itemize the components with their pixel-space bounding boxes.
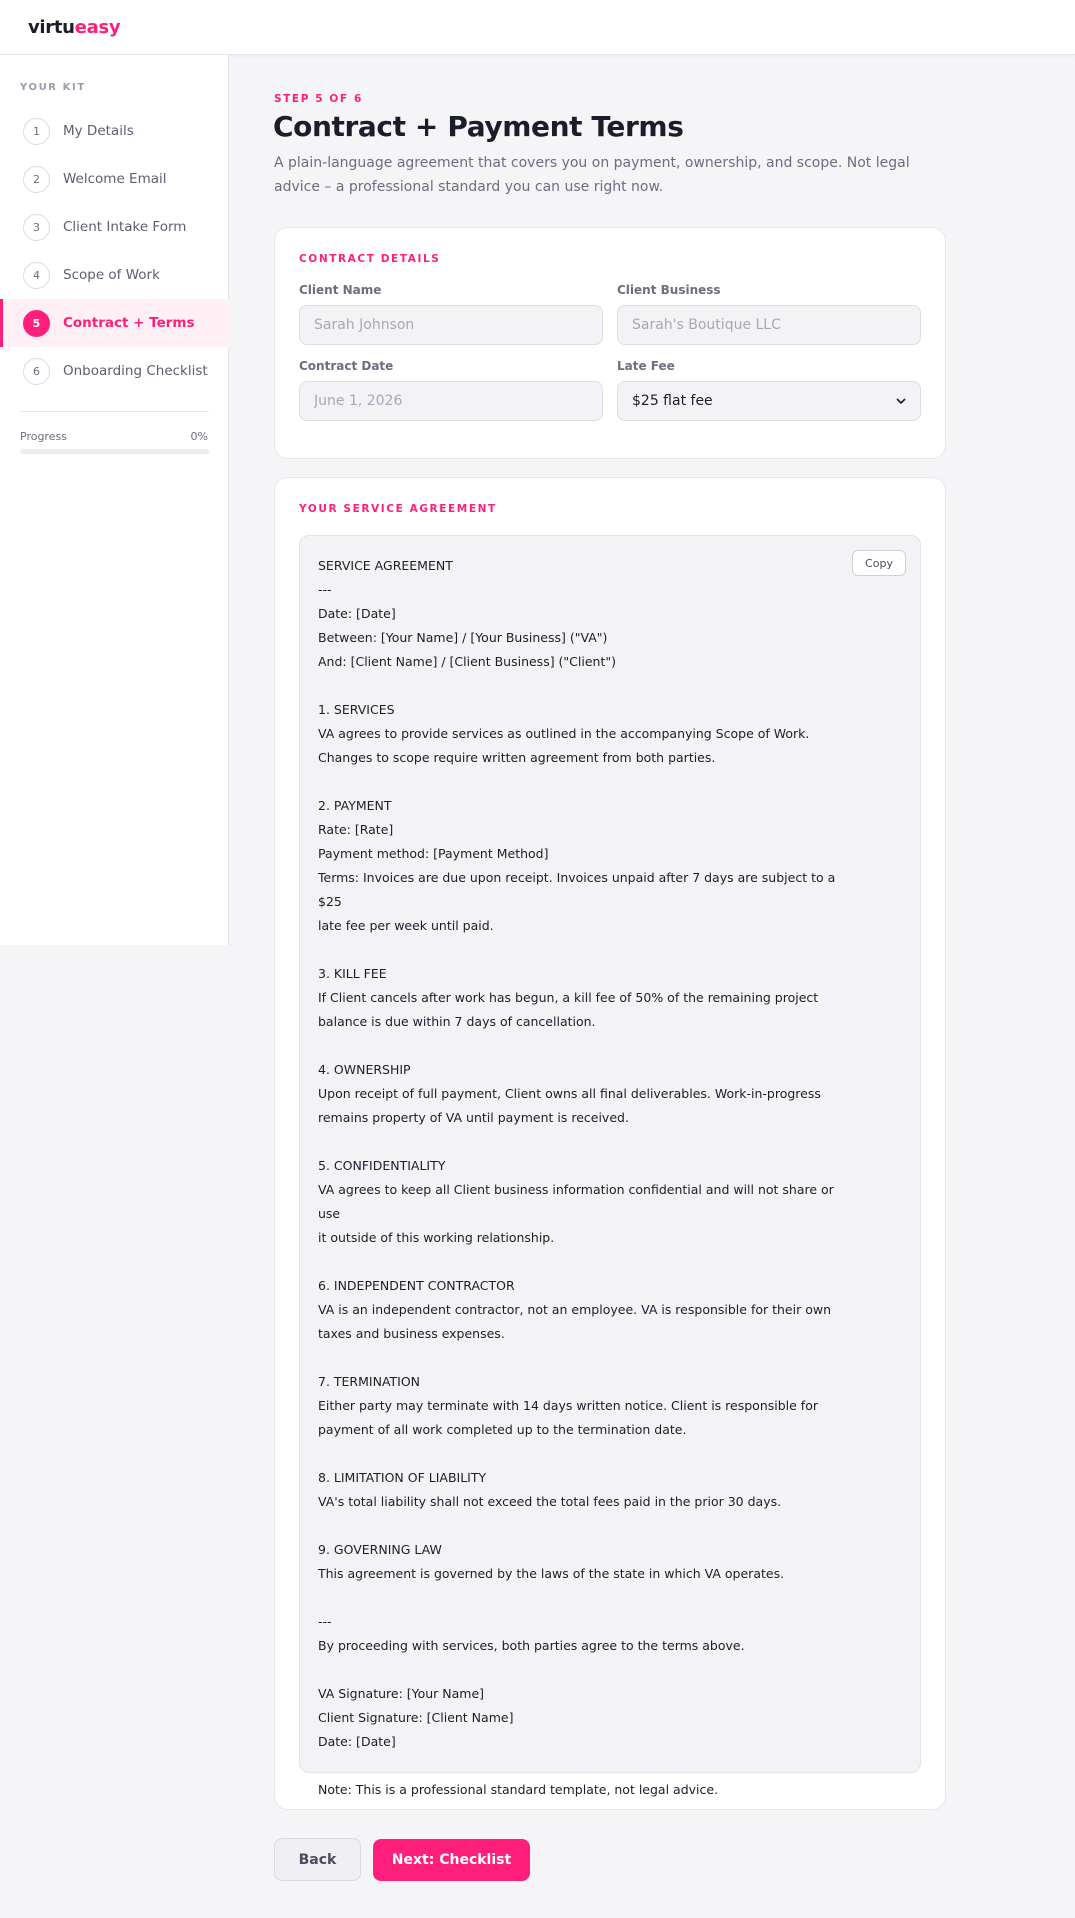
client-business-input[interactable]: [617, 305, 921, 345]
chevron-down-icon: [896, 395, 906, 408]
sidebar-item-label: Contract + Terms: [63, 315, 195, 331]
progress-bar: [20, 449, 209, 454]
sidebar-item-label: Scope of Work: [63, 267, 160, 283]
copy-button[interactable]: Copy: [852, 550, 906, 576]
progress-value: 0%: [190, 430, 208, 443]
sidebar-item-my-details[interactable]: [0, 107, 229, 155]
contract-date-label: Contract Date: [299, 359, 394, 373]
back-button[interactable]: Back: [274, 1838, 361, 1881]
sidebar-item-label: Onboarding Checklist: [63, 363, 208, 379]
page-title: Contract + Payment Terms: [273, 110, 684, 143]
section-title: YOUR SERVICE AGREEMENT: [299, 503, 497, 515]
sidebar-item-onboarding-checklist[interactable]: [0, 347, 229, 395]
next-button[interactable]: Next: Checklist: [373, 1839, 530, 1881]
late-fee-label: Late Fee: [617, 359, 675, 373]
client-name-input[interactable]: [299, 305, 603, 345]
sidebar-item-label: My Details: [63, 123, 134, 139]
logo-part-1: virtu: [28, 16, 75, 38]
progress-label: Progress: [20, 430, 67, 443]
agreement-output: [299, 535, 921, 1797]
sidebar-item-label: Client Intake Form: [63, 219, 187, 235]
step-number: 1: [23, 118, 50, 145]
sidebar-item-label: Welcome Email: [63, 171, 167, 187]
sidebar-item-contract-terms[interactable]: [0, 299, 229, 347]
sidebar: [0, 55, 229, 945]
contract-date-input[interactable]: [299, 381, 603, 421]
sidebar-heading: YOUR KIT: [20, 82, 86, 93]
step-number: 2: [23, 166, 50, 193]
sidebar-item-client-intake-form[interactable]: [0, 203, 229, 251]
step-number: 6: [23, 358, 50, 385]
step-number: 4: [23, 262, 50, 289]
client-name-label: Client Name: [299, 283, 382, 297]
sidebar-item-welcome-email[interactable]: [0, 155, 229, 203]
top-bar: [0, 0, 1075, 55]
step-number: 5: [23, 310, 50, 337]
late-fee-selected-value: $25 flat fee: [632, 393, 713, 409]
step-indicator: STEP 5 OF 6: [274, 93, 363, 105]
agreement-text: SERVICE AGREEMENT --- Date: [Date] Between: [Your Name] / [Your Business] ("VA") And: [Client Name] / [Client Business] ("Client") 1. SERVICES VA agrees to provide services as outlined in the accompanying Scope of Work. Changes to scope require written agreement from both parties. 2. PAYMENT Rate: [Rate] Payment method: [Payment Method] Terms: Invoices are due upon receipt. Invoices unpaid after 7 days are subject to a $25 late fee per week until paid. 3. KILL FEE If Client cancels after work has begun, a kill fee of 50% of the remaining project balance is due within 7 days of cancellation. 4. OWNERSHIP Upon receipt of full payment, Client owns all final deliverables. Work-in-progress remains property of VA until payment is received. 5. CONFIDENTIALITY VA agrees to keep all Client business information confidential and will not share or use it outside of this working relationship. 6. INDEPENDENT CONTRACTOR VA is an independent contractor, not an employee. VA is responsible for their own taxes and business expenses. 7. TERMINATION Either party may terminate with 14 days written notice. Client is responsible for payment of all work completed up to the termination date. 8. LIMITATION OF LIABILITY VA's total liability shall not exceed the total fees paid in the prior 30 days. 9. GOVERNING LAW This agreement is governed by the laws of the state in which VA operates. --- By proceeding with services, both parties agree to the terms above. VA Signature: [Your Name] Client Signature: [Client Name] Date: [Date] Note: This is a professional standard template, not legal advice.: [318, 558, 836, 1797]
logo[interactable]: [28, 17, 120, 38]
sidebar-item-scope-of-work[interactable]: [0, 251, 229, 299]
section-title: CONTRACT DETAILS: [299, 253, 441, 265]
late-fee-select[interactable]: [617, 381, 921, 421]
step-number: 3: [23, 214, 50, 241]
page-description: A plain-language agreement that covers you on payment, ownership, and scope. Not legal advice – a professional standard you can use right now.: [274, 155, 910, 195]
divider: [20, 411, 209, 412]
contract-details-card: [274, 227, 946, 459]
logo-part-2: easy: [74, 16, 121, 38]
service-agreement-card: [274, 477, 946, 1810]
client-business-label: Client Business: [617, 283, 721, 297]
